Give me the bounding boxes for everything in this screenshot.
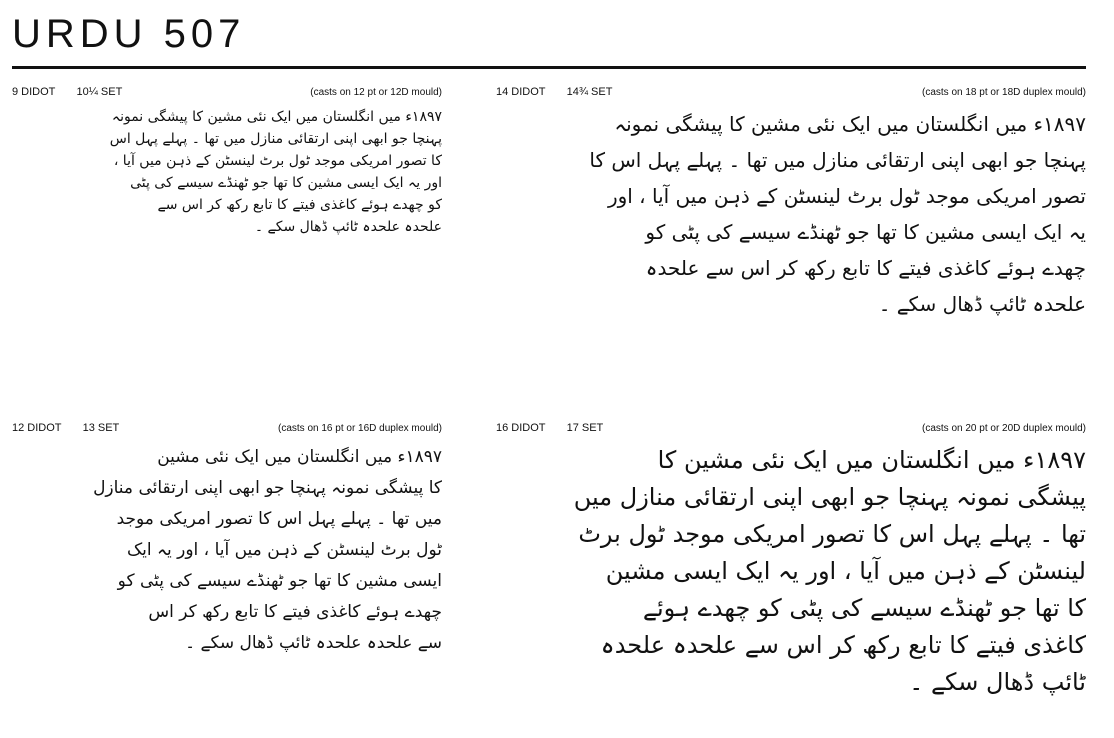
text-line: تھا ۔ پہلے پہل اس کا تصور امریکی موجد ٹول برٹ	[578, 520, 1086, 548]
specimen-text	[496, 106, 1086, 322]
specimen-mould-note: (casts on 20 pt or 20D duplex mould)	[922, 423, 1086, 434]
text-line: یہ ایک ایسی مشین کا تھا جو ٹھنڈے سیسے کی پٹی کو	[645, 220, 1086, 244]
specimen-header	[496, 422, 1086, 434]
specimen-header	[496, 86, 1086, 98]
text-line: ۱۸۹۷ء میں انگلستان میں ایک نئی مشین کا پیشگی نمونہ	[614, 112, 1086, 136]
text-line: پہنچا جو ابھی اپنی ارتقائی منازل میں تھا ۔ پہلے پہل اس کا	[589, 148, 1086, 172]
text-line: پہنچا جو ابھی اپنی ارتقائی منازل میں تھا ۔ پہلے پہل اس	[109, 131, 442, 147]
text-line: پیشگی نمونہ پہنچا جو ابھی اپنی ارتقائی منازل میں	[573, 483, 1086, 511]
title-rule	[12, 66, 1086, 69]
specimen-16-didot	[496, 422, 1086, 701]
specimen-mould-note: (casts on 18 pt or 18D duplex mould)	[922, 87, 1086, 98]
specimen-9-didot	[12, 86, 442, 238]
specimen-set: 13 SET	[82, 422, 120, 434]
specimen-size: 16 DIDOT	[496, 422, 546, 434]
specimen-size: 12 DIDOT	[12, 422, 62, 434]
text-line: علحدہ ٹائپ ڈھال سکے ۔	[878, 292, 1086, 316]
text-line: ۱۸۹۷ء میں انگلستان میں ایک نئی مشین کا پیشگی نمونہ	[111, 109, 442, 125]
text-line: تصور امریکی موجد ٹول برٹ لینسٹن کے ذہن میں آیا ، اور	[607, 184, 1086, 208]
page-title: URDU 507	[12, 12, 246, 56]
text-line: ٹول برٹ لینسٹن کے ذہن میں آیا ، اور یہ ایک	[126, 540, 442, 560]
text-line: کو چھدے ہوئے کاغذی فیتے کا تابع رکھ کر اس سے	[157, 197, 442, 213]
specimen-text	[496, 442, 1086, 701]
specimen-mould-note: (casts on 12 pt or 12D mould)	[310, 87, 442, 98]
specimen-12-didot	[12, 422, 442, 659]
text-line: چھدے ہوئے کاغذی فیتے کا تابع رکھ کر اس	[148, 602, 442, 622]
specimen-text	[12, 106, 442, 238]
text-line: ٹائپ ڈھال سکے ۔	[909, 668, 1086, 696]
text-line: ۱۸۹۷ء میں انگلستان میں ایک نئی مشین	[157, 447, 442, 467]
text-line: چھدے ہوئے کاغذی فیتے کا تابع رکھ کر اس سے علحدہ	[645, 256, 1086, 280]
specimen-14-didot	[496, 86, 1086, 322]
text-line: لینسٹن کے ذہن میں آیا ، اور یہ ایک ایسی مشین	[605, 557, 1086, 585]
specimen-header	[12, 422, 442, 434]
specimen-mould-note: (casts on 16 pt or 16D duplex mould)	[278, 423, 442, 434]
text-line: کا تھا جو ٹھنڈے سیسے کی پٹی کو چھدے ہوئے	[642, 594, 1086, 622]
text-line: ایسی مشین کا تھا جو ٹھنڈے سیسے کی پٹی کو	[117, 571, 442, 591]
specimen-size: 14 DIDOT	[496, 86, 546, 98]
text-line: کا پیشگی نمونہ پہنچا جو ابھی اپنی ارتقائی منازل	[93, 478, 442, 498]
text-line: میں تھا ۔ پہلے پہل اس کا تصور امریکی موجد	[116, 509, 442, 529]
text-line: کا تصور امریکی موجد ٹول برٹ لینسٹن کے ذہن میں آیا ،	[113, 153, 442, 169]
specimen-set: 14¾ SET	[566, 86, 613, 98]
text-line: علحدہ علحدہ ٹائپ ڈھال سکے ۔	[254, 219, 442, 235]
text-line: اور یہ ایک ایسی مشین کا تھا جو ٹھنڈے سیسے کی پٹی	[130, 175, 442, 191]
text-line: ۱۸۹۷ء میں انگلستان میں ایک نئی مشین کا	[657, 446, 1086, 474]
specimen-text	[12, 442, 442, 659]
specimen-set: 10¼ SET	[76, 86, 123, 98]
specimen-set: 17 SET	[566, 422, 604, 434]
text-line: سے علحدہ علحدہ ٹائپ ڈھال سکے ۔	[185, 633, 442, 653]
specimen-size: 9 DIDOT	[12, 86, 56, 98]
specimen-header	[12, 86, 442, 98]
text-line: کاغذی فیتے کا تابع رکھ کر اس سے علحدہ علحدہ	[600, 631, 1086, 659]
